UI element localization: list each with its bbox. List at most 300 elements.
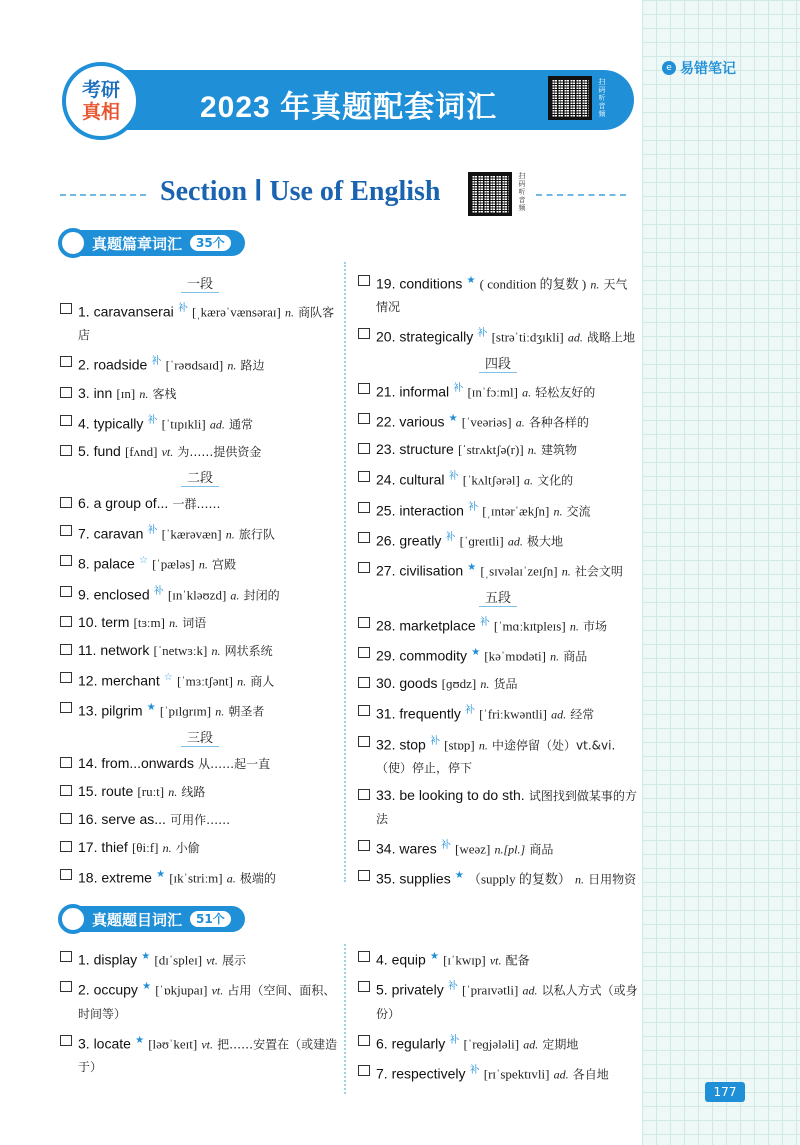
checkbox[interactable] [60,869,72,880]
meaning: 词语 [182,615,207,630]
part-of-speech: n.[pl.] [494,842,526,857]
vocab-entry [60,808,340,832]
part-of-speech: n. [550,649,560,664]
category-label: 真题题目词汇 [92,910,183,929]
vocab-entry [358,466,638,492]
part-of-speech: a. [226,870,236,885]
vocab-word: 4. equip [376,951,426,968]
frequency-star-icon: ★ [429,951,439,962]
part-of-speech: a. [515,415,525,430]
checkbox[interactable] [60,981,72,992]
checkbox[interactable] [60,813,72,824]
meaning: 小偷 [175,840,200,855]
frequency-star-icon: 补 [448,471,459,483]
vocab-word: 20. strategically [376,328,474,345]
paragraph-label [60,470,340,488]
pronunciation: [ˈfriːkwəntli] [479,706,547,722]
checkbox[interactable] [358,677,370,688]
pronunciation: [ˈrəʊdsaɪd] [165,357,224,373]
vocab-word: 1. caravanserai [78,303,174,320]
entry-body [376,946,638,972]
meaning: 经常 [570,707,595,722]
entry-body [376,527,638,553]
vocab-word: 16. serve as... [78,810,166,827]
meaning: 文化的 [537,473,574,488]
vocab-column-left [60,270,340,894]
paragraph-label-text: 三段 [181,731,219,747]
vocab-word: 26. greatly [376,532,442,549]
pronunciation: [ˈreɡjələli] [463,1035,520,1051]
entry-body [78,639,340,663]
column-divider [344,944,346,1094]
vocab-word: 9. enclosed [78,585,150,602]
pronunciation: [ˈveəriəs] [461,414,512,430]
entry-body [376,497,638,523]
vocab-entry [60,550,340,576]
part-of-speech: vt. [206,953,218,968]
vocab-word: 6. a group of... [78,494,169,511]
pronunciation: [ˈnetwɜːk] [153,642,208,658]
notes-icon: e [662,61,676,75]
entry-body [78,611,340,635]
part-of-speech: n. [590,277,600,292]
part-of-speech: vt. [201,1036,213,1051]
part-of-speech: n. [561,564,571,579]
question-vocab-right [358,946,638,1090]
vocab-word: 11. network [78,641,150,658]
frequency-star-icon: 补 [464,705,475,717]
entry-body [78,410,340,436]
entry-body [376,270,638,319]
checkbox[interactable] [60,616,72,627]
checkbox[interactable] [358,870,370,881]
vocab-entry [60,697,340,723]
entry-body [78,946,340,972]
section-title: Section Ⅰ Use of English [160,176,441,207]
vocab-entry [358,323,638,349]
column-divider [344,262,346,882]
pronunciation: [ləʊˈkeɪt] [148,1035,198,1051]
vocab-word: 31. frequently [376,705,461,722]
entry-body [78,667,340,693]
pronunciation: [ˈstrʌktʃə(r)] [457,442,524,458]
part-of-speech: ad. [553,1067,569,1082]
entry-body [78,1030,340,1079]
meaning: 封闭的 [243,587,280,602]
vocab-word: 4. typically [78,414,144,431]
frequency-star-icon: ★ [466,275,476,286]
vocab-entry [60,492,340,516]
meaning: 旅行队 [238,527,275,542]
entry-body [78,836,340,860]
pronunciation: [ˈtɪpɪkli] [161,415,206,431]
vocab-entry [358,642,638,668]
vocab-entry [358,612,638,638]
vocab-word: 8. palace [78,555,135,572]
checkbox[interactable] [60,1035,72,1046]
vocab-entry [358,1060,638,1086]
vocab-word: 22. various [376,413,445,430]
entry-body [78,864,340,890]
frequency-star-icon: ★ [471,646,481,658]
part-of-speech: n. [553,503,563,518]
meaning: 商品 [563,649,588,664]
vocab-entry [60,351,340,377]
frequency-star-icon: ★ [156,868,166,880]
frequency-star-icon: 补 [151,356,162,368]
part-of-speech: vt. [211,983,224,998]
meaning: 中途停留（处）vt.&vi.（使）停止，停下 [376,737,616,775]
vocab-word: 1. display [78,951,138,968]
paragraph-label-text: 四段 [479,357,517,373]
vocab-word: 14. from...onwards [78,754,194,771]
meaning: 天气情况 [376,277,628,315]
vocab-entry [60,298,340,347]
category-header-questions [60,904,245,934]
vocab-entry [60,520,340,546]
frequency-star-icon: ★ [142,981,152,993]
frequency-star-icon: 补 [469,1064,480,1076]
entry-body [376,323,638,349]
meaning: 定期地 [542,1036,579,1051]
vocab-entry [358,497,638,523]
vocab-entry [60,946,340,972]
checkbox[interactable] [358,275,370,286]
vocab-entry [60,976,340,1025]
checkbox[interactable] [60,555,72,566]
vocab-entry [60,752,340,776]
vocab-entry [358,946,638,972]
checkbox[interactable] [60,702,72,713]
vocab-entry [60,410,340,436]
checkbox[interactable] [60,841,72,852]
meaning: 建筑物 [540,443,577,458]
entry-body [78,697,340,723]
checkbox[interactable] [358,328,370,339]
vocab-entry [60,440,340,464]
frequency-star-icon: ☆ [163,671,173,683]
vocab-word: 25. interaction [376,501,464,518]
checkbox[interactable] [60,586,72,597]
checkbox[interactable] [358,981,370,992]
frequency-star-icon: 补 [147,524,158,536]
checkbox[interactable] [60,303,72,314]
vocab-entry [60,780,340,804]
pronunciation: [ˌsɪvəlaɪˈzeɪʃn] [480,563,558,579]
meaning: 一群…… [172,496,221,511]
entry-body [376,642,638,668]
entry-body [78,492,340,516]
pronunciation: [ˌɪntərˈækʃn] [482,502,550,518]
part-of-speech: n. [162,840,172,855]
part-of-speech: n. [139,386,149,401]
entry-body [376,612,638,638]
vocab-entry [358,784,638,831]
vocab-entry [358,527,638,553]
checkbox[interactable] [358,383,370,394]
entry-body [78,581,340,607]
meaning: 通常 [228,416,253,431]
vocab-word: 6. regularly [376,1034,446,1051]
checkbox[interactable] [358,532,370,543]
frequency-star-icon: 补 [153,585,164,597]
pronunciation: [ruːt] [137,783,165,799]
frequency-star-icon: 补 [477,328,488,340]
vocab-entry [358,378,638,404]
pronunciation: [ˌkærəˈvænsəraɪ] [192,304,281,320]
meaning: 从……起一直 [198,756,271,771]
vocab-entry [358,1030,638,1056]
section-divider-left [60,194,146,196]
section-divider-right [536,194,626,196]
vocab-entry [60,864,340,890]
entry-body [78,440,340,464]
vocab-entry [60,667,340,693]
vocab-word: 7. caravan [78,525,144,542]
qr-caption: 扫码听音频 [598,78,606,118]
part-of-speech: n. [169,615,179,630]
paragraph-label-text: 二段 [181,471,219,487]
paragraph-label [60,276,340,294]
entry-body [78,520,340,546]
vocab-entry [60,382,340,406]
paragraph-label [60,730,340,748]
logo-line-1: 考研 [81,79,120,101]
pronunciation: [ˈɡreɪtli] [459,533,504,549]
checkbox[interactable] [358,705,370,716]
pronunciation: [θiːf] [131,839,159,855]
pronunciation: [rɪˈspektɪvli] [483,1066,550,1082]
part-of-speech: vt. [161,444,174,459]
checkbox[interactable] [358,471,370,482]
vocab-word: 5. fund [78,442,121,459]
entry-body [376,557,638,583]
paragraph-label-text: 五段 [479,591,517,607]
entry-body [376,784,638,831]
entry-body [376,408,638,434]
vocab-entry [358,700,638,726]
category-count-badge: 51个 [190,911,231,927]
checkbox[interactable] [60,644,72,655]
vocab-word: 34. wares [376,840,437,857]
pronunciation: [ˈɒkjupaɪ] [155,982,208,998]
magnifier-icon [58,228,88,258]
vocab-entry [358,731,638,780]
vocab-word: 5. privately [376,981,444,998]
meaning: 宫殿 [211,557,236,572]
vocab-word: 27. civilisation [376,562,464,579]
checkbox[interactable] [60,951,72,962]
entry-body [376,378,638,404]
pronunciation: [ɪnˈkləʊzd] [167,586,227,602]
pronunciation: [ˈpɪlɡrɪm] [159,703,212,719]
meaning: 日用物资 [588,872,637,887]
category-count-badge: 35个 [190,235,231,251]
meaning: 线路 [181,784,206,799]
checkbox[interactable] [358,840,370,851]
vocab-word: 19. conditions [376,275,463,292]
meaning: 可用作…… [170,812,231,827]
checkbox[interactable] [60,785,72,796]
section-qr-code-icon[interactable] [468,172,512,216]
vocab-word: 30. goods [376,675,438,692]
frequency-star-icon: ★ [454,870,464,882]
meaning: 朝圣者 [228,704,265,719]
frequency-star-icon: ★ [141,951,151,962]
meaning: 交流 [566,503,591,518]
vocab-word: 10. term [78,613,130,630]
checkbox[interactable] [358,951,370,962]
part-of-speech: n. [198,557,208,572]
notes-label: 易错笔记 [680,61,736,77]
vocab-entry [358,672,638,696]
pronunciation: [ˈkærəvæn] [161,526,222,542]
logo [62,62,140,140]
meaning: 市场 [582,618,607,633]
vocab-entry [358,270,638,319]
part-of-speech: n. [237,674,247,689]
checkbox[interactable] [358,647,370,658]
meaning: 把……安置在（或建造于） [78,1036,338,1074]
meaning: 展示 [222,953,247,968]
vocab-word: 2. occupy [78,981,138,998]
part-of-speech: vt. [489,953,502,968]
vocab-word: 21. informal [376,382,450,399]
vocab-word: 28. marketplace [376,616,476,633]
pronunciation: （supply 的复数） [467,871,571,887]
checkbox[interactable] [358,789,370,800]
checkbox[interactable] [60,445,72,456]
part-of-speech: n. [225,527,235,542]
part-of-speech: a. [522,384,532,399]
part-of-speech: ad. [522,983,538,998]
part-of-speech: ad. [209,416,225,431]
meaning: 网状系统 [224,643,273,658]
vocab-word: 3. locate [78,1034,131,1051]
checkbox[interactable] [358,562,370,573]
meaning: 商品 [529,842,554,857]
category-header-passage [60,228,245,258]
part-of-speech: n. [211,643,221,658]
checkbox[interactable] [60,415,72,426]
part-of-speech: ad. [507,534,523,549]
pronunciation: [ɪnˈfɔːml] [467,383,518,399]
part-of-speech: ad. [523,1036,539,1051]
meaning: 各自地 [572,1067,609,1082]
checkbox[interactable] [60,497,72,508]
vocab-word: 7. respectively [376,1065,466,1082]
checkbox[interactable] [358,443,370,454]
vocab-word: 12. merchant [78,672,160,689]
entry-body [376,466,638,492]
vocab-word: 17. thief [78,838,128,855]
vocab-entry [358,865,638,891]
frequency-star-icon: 补 [177,303,188,314]
checkbox[interactable] [60,356,72,367]
part-of-speech: n. [527,443,537,458]
vocab-word: 15. route [78,782,134,799]
part-of-speech: ad. [567,330,583,345]
pronunciation: [ˈpæləs] [152,556,195,572]
part-of-speech: n. [575,872,585,887]
vocab-word: 2. roadside [78,356,148,373]
vocab-entry [358,438,638,462]
vocab-word: 32. stop [376,735,426,752]
pronunciation: [ˈpraɪvətli] [461,982,519,998]
pronunciation: [strəˈtiːdʒɪkli] [491,329,564,345]
vocab-word: 18. extreme [78,868,152,885]
logo-line-2: 真相 [81,101,120,123]
checkbox[interactable] [60,525,72,536]
meaning: 战略上地 [587,330,636,345]
checkbox[interactable] [60,757,72,768]
part-of-speech: a. [230,587,240,602]
vocab-word: 29. commodity [376,647,468,664]
meaning: 商队客店 [78,305,335,343]
vocab-word: 35. supplies [376,870,451,887]
meaning: 商人 [250,674,275,689]
meaning: 以私人方式（或身份） [376,983,638,1021]
frequency-star-icon: ★ [467,562,477,574]
meaning: 社会文明 [574,564,623,579]
vocab-word: 24. cultural [376,471,445,488]
qr-code-icon[interactable] [548,76,592,120]
vocab-entry [60,581,340,607]
meaning: 配备 [505,953,530,968]
part-of-speech: ad. [551,707,567,722]
entry-body [376,1030,638,1056]
checkbox[interactable] [358,1035,370,1046]
page-title: 2023 年真题配套词汇 [200,91,498,124]
vocab-word: 3. inn [78,384,113,401]
frequency-star-icon: 补 [147,414,158,426]
checkbox[interactable] [358,617,370,628]
checkbox[interactable] [358,413,370,424]
entry-body [78,382,340,406]
entry-body [376,865,638,891]
entry-body [78,550,340,576]
entry-body [376,700,638,726]
part-of-speech: n. [227,358,237,373]
entry-body [78,752,340,776]
checkbox[interactable] [358,1065,370,1076]
entry-body [376,438,638,462]
vocab-word: 33. be looking to do sth. [376,786,525,803]
checkbox[interactable] [358,736,370,747]
frequency-star-icon: 补 [453,382,464,394]
vocab-entry [60,639,340,663]
part-of-speech: n. [478,737,488,752]
vocab-entry [358,835,638,861]
frequency-star-icon: ★ [135,1034,145,1046]
magnifier-icon [58,904,88,934]
checkbox[interactable] [60,672,72,683]
meaning: 各种各样的 [528,415,589,430]
meaning: 客栈 [152,386,177,401]
pronunciation: [ˈmɜːtʃənt] [176,673,233,689]
pronunciation: [tɜːm] [133,614,165,630]
pronunciation: [ɪn] [116,385,136,401]
part-of-speech: n. [215,704,225,719]
vocab-column-right [358,270,638,896]
part-of-speech: n. [480,677,490,692]
part-of-speech: n. [168,784,178,799]
entry-body [78,298,340,347]
checkbox[interactable] [358,502,370,513]
meaning: 占用（空间、面积、时间等） [78,983,336,1021]
frequency-star-icon: 补 [445,531,456,543]
checkbox[interactable] [60,387,72,398]
